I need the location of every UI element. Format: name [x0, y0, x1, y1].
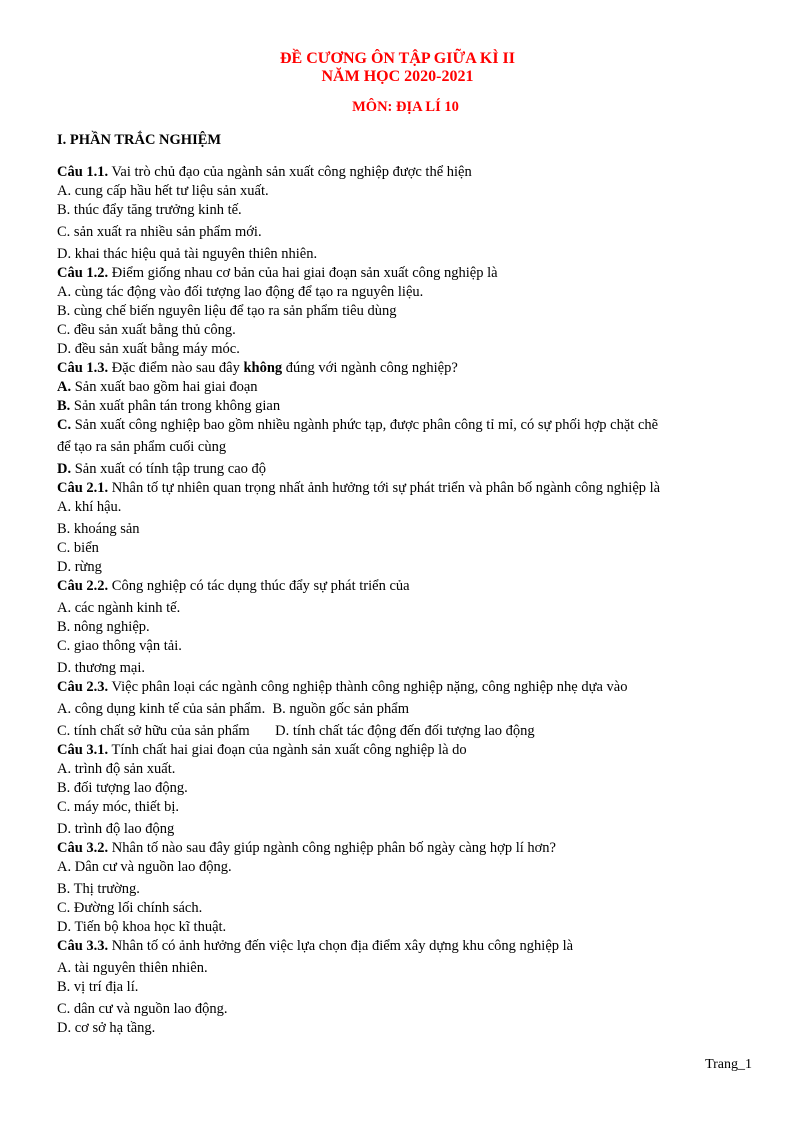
document-header	[0, 50, 795, 116]
question-label: Câu 1.2.	[57, 265, 109, 281]
option-letter: C.	[57, 417, 72, 433]
option-b: B. Thị trường.	[57, 881, 140, 897]
option-c: C. giao thông vận tải.	[57, 638, 182, 654]
option-c-continued: để tạo ra sản phẩm cuối cùng	[57, 439, 227, 455]
question-text: Nhân tố có ảnh hưởng đến việc lựa chọn địa điểm xây dựng khu công nghiệp là	[108, 938, 574, 954]
option-c: C. dân cư và nguồn lao động.	[57, 1001, 228, 1017]
question-text: Nhân tố nào sau đây giúp ngành công nghiệp phân bố ngày càng hợp lí hơn?	[108, 840, 556, 856]
question-text: Vai trò chủ đạo của ngành sản xuất công nghiệp được thể hiện	[108, 164, 472, 180]
question-text: Việc phân loại các ngành công nghiệp thành công nghiệp nặng, công nghiệp nhẹ dựa vào	[108, 679, 628, 695]
question-2-2	[57, 577, 757, 678]
option-d: D. rừng	[57, 559, 102, 575]
question-text-end: đúng với ngành công nghiệp?	[282, 360, 458, 376]
option-d: D. Tiến bộ khoa học kĩ thuật.	[57, 919, 227, 935]
document-title: ĐỀ CƯƠNG ÔN TẬP GIỮA KÌ II	[280, 50, 515, 67]
option-a: A. công dụng kinh tế của sản phẩm.	[57, 701, 266, 717]
question-text: Tính chất hai giai đoạn của ngành sản xuất công nghiệp là do	[108, 742, 467, 758]
option-row-cd	[57, 722, 757, 741]
question-text: Điểm giống nhau cơ bản của hai giai đoạn sản xuất công nghiệp là	[108, 265, 498, 281]
option-a: A. các ngành kinh tế.	[57, 600, 181, 616]
option-text: Sản xuất phân tán trong không gian	[70, 398, 281, 414]
question-text: Nhân tố tự nhiên quan trọng nhất ảnh hưởng tới sự phát triển và phân bố ngành công nghiệp là	[108, 480, 661, 496]
option-b: B. vị trí địa lí.	[57, 979, 139, 995]
option-text: Sản xuất có tính tập trung cao độ	[71, 461, 267, 477]
option-b	[57, 397, 757, 416]
option-b: B. khoáng sản	[57, 521, 140, 537]
option-d: D. khai thác hiệu quả tài nguyên thiên nhiên.	[57, 246, 318, 262]
option-d	[57, 460, 757, 479]
question-label: Câu 1.3.	[57, 360, 109, 376]
option-d: D. cơ sở hạ tầng.	[57, 1020, 156, 1036]
option-b: B. nguồn gốc sản phẩm	[272, 701, 409, 717]
option-row-ab	[57, 700, 757, 719]
question-emphasis: không	[243, 360, 283, 376]
option-b: B. cùng chế biến nguyên liệu để tạo ra sản phẩm tiêu dùng	[57, 303, 397, 319]
question-3-1	[57, 741, 757, 839]
option-a: A. Dân cư và nguồn lao động.	[57, 859, 232, 875]
option-c: C. biển	[57, 540, 99, 556]
question-label: Câu 2.2.	[57, 578, 109, 594]
option-a: A. tài nguyên thiên nhiên.	[57, 960, 208, 976]
question-2-1	[57, 479, 757, 577]
question-1-1	[57, 163, 757, 264]
option-letter: D.	[57, 461, 72, 477]
option-a: A. cung cấp hầu hết tư liệu sản xuất.	[57, 183, 269, 199]
school-year: NĂM HỌC 2020-2021	[321, 68, 474, 85]
option-b: B. nông nghiệp.	[57, 619, 150, 635]
question-3-2	[57, 839, 757, 937]
question-text: Công nghiệp có tác dụng thúc đẩy sự phát triển của	[108, 578, 410, 594]
option-c: C. Đường lối chính sách.	[57, 900, 203, 916]
option-c: C. sản xuất ra nhiều sản phẩm mới.	[57, 224, 262, 240]
option-letter: B.	[57, 398, 71, 414]
option-a	[57, 378, 757, 397]
question-1-3	[57, 359, 757, 479]
section-title: I. PHẦN TRẮC NGHIỆM	[57, 132, 222, 148]
question-label: Câu 2.3.	[57, 679, 109, 695]
option-b: B. thúc đẩy tăng trưởng kinh tế.	[57, 202, 242, 218]
subject-label: MÔN: ĐỊA LÍ 10	[352, 99, 459, 115]
question-label: Câu 1.1.	[57, 164, 109, 180]
option-b: B. đối tượng lao động.	[57, 780, 188, 796]
question-2-3	[57, 678, 757, 741]
option-d: D. thương mại.	[57, 660, 146, 676]
option-a: A. trình độ sản xuất.	[57, 761, 176, 777]
question-label: Câu 3.2.	[57, 840, 109, 856]
option-a: A. khí hậu.	[57, 499, 122, 515]
question-label: Câu 2.1.	[57, 480, 109, 496]
option-c	[57, 416, 757, 435]
option-text: Sản xuất công nghiệp bao gồm nhiều ngành phức tạp, được phân công tỉ mỉ, có sự phối hợp chặt chẽ	[71, 417, 659, 433]
option-letter: A.	[57, 379, 72, 395]
option-c: C. đều sản xuất bằng thủ công.	[57, 322, 236, 338]
option-d: D. trình độ lao động	[57, 821, 175, 837]
question-text: Đặc điểm nào sau đây	[108, 360, 244, 376]
option-d: D. tính chất tác động đến đối tượng lao động	[275, 723, 535, 739]
question-3-3	[57, 937, 757, 1038]
question-label: Câu 3.1.	[57, 742, 109, 758]
option-c: C. tính chất sở hữu của sản phẩm	[57, 723, 250, 739]
option-c: C. máy móc, thiết bị.	[57, 799, 180, 815]
option-a: A. cùng tác động vào đối tượng lao động để tạo ra nguyên liệu.	[57, 284, 424, 300]
page-number: Trang_1	[705, 1057, 752, 1072]
option-text: Sản xuất bao gồm hai giai đoạn	[71, 379, 258, 395]
question-label: Câu 3.3.	[57, 938, 109, 954]
document-body	[57, 132, 757, 1038]
question-1-2	[57, 264, 757, 359]
option-d: D. đều sản xuất bằng máy móc.	[57, 341, 240, 357]
